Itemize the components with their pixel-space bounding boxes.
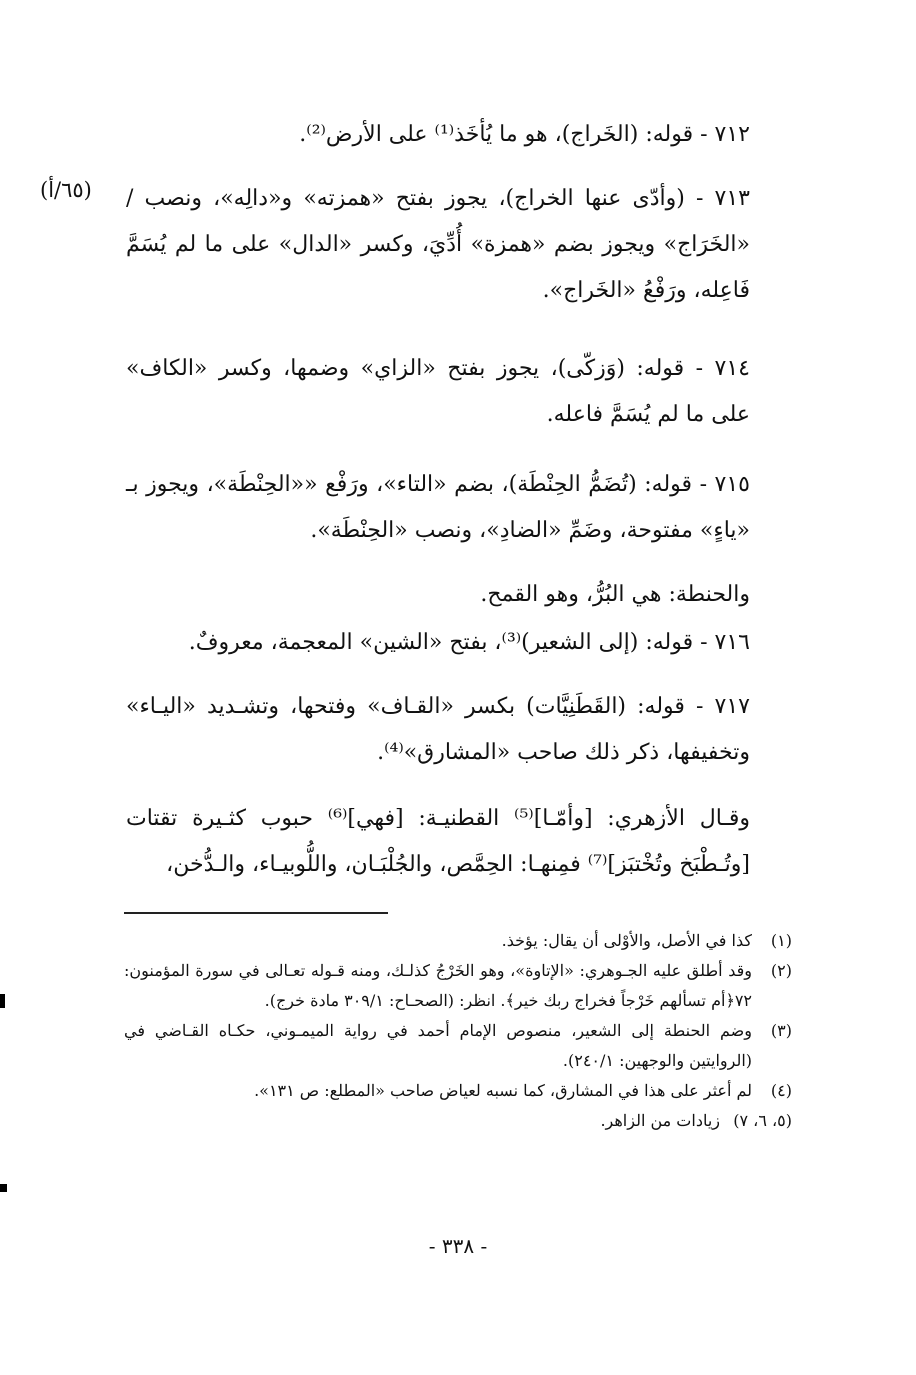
entry-716-text: ٧١٦ - قوله: (إلى الشعير)⁽³⁾، بفتح «الشين» المعجمة، معروفٌ. (188, 630, 750, 655)
entry-715 (126, 462, 786, 554)
footnote-number: (١) (770, 931, 792, 950)
footnote-text: كذا في الأصل، والأوْلى أن يقال: يؤخذ. (501, 931, 752, 950)
entry-712-text: ٧١٢ - قوله: (الخَراج)، هو ما يُأخَذ⁽¹⁾ على الأرض⁽²⁾. (299, 122, 750, 147)
footnote-number: (٥، ٦، ٧) (733, 1111, 792, 1130)
entry-712 (126, 112, 786, 158)
azhari-quote (126, 796, 786, 888)
footnote-number: (٢) (770, 961, 792, 980)
hintah-definition (126, 572, 786, 618)
marginal-folio-note: (٦٥/أ) (40, 178, 92, 202)
footnote-text: وضم الحنطة إلى الشعير، منصوص الإمام أحمد في رواية الميمـوني، حكـاه القـاضي في (الروايتين والوجهين: ٢٤٠/١). (124, 1021, 752, 1070)
footnote-separator (124, 912, 388, 914)
scan-edge-mark (0, 994, 5, 1008)
scan-edge-mark (0, 1184, 7, 1192)
entry-717 (126, 684, 786, 776)
entry-714-text: ٧١٤ - قوله: (وَزكّى)، يجوز بفتح «الزاي» وضمها، وكسر «الكاف» على ما لم يُسَمَّ فاعله. (126, 356, 750, 427)
azhari-quote-text: وقـال الأزهري: [وأمّـا]⁽⁵⁾ القطنيـة: [فهي]⁽⁶⁾ حبوب كثـيرة تقتات [وتُـطْبَخ وتُخْتبَز]⁽⁷⁾ فمِنهـا: الحِمَّص، والجُلْبَـان، واللُّوبيـاء، والـدُّخن، (126, 806, 751, 877)
footnote-text: وقد أطلق عليه الجـوهري: «الإتاوة»، وهو الخَرْجُ كذلـك، ومنه قـوله تعـالى في سورة المؤمنون: ٧٢﴿أم تسألهم خَرْجاً فخراج ربك خير﴾. انظر: (الصحـاح: ٣٠٩/١ مادة خرج). (124, 961, 752, 1010)
entry-713 (126, 176, 786, 314)
entry-713-text: ٧١٣ - (وأدّى عنها الخراج)، يجوز بفتح «همزته» و«دالِه»، ونصب / «الخَرَاج» ويجوز بضم «همزة» أُدِّيَ، وكسر «الدال» على ما لم يُسَمَّ فَاعِله، ورَفْعُ «الخَراج». (126, 186, 750, 303)
hintah-definition-text: والحنطة: هي البُرُّ، وهو القمح. (480, 582, 750, 607)
footnote-number: (٣) (770, 1021, 792, 1040)
entry-717-text: ٧١٧ - قوله: (القَطَنِيَّات) بكسر «القـاف» وفتحها، وتشـديد «اليـاء» وتخفيفها، ذكر ذلك صاحب «المشارق»⁽⁴⁾. (126, 694, 750, 765)
footnote-4 (124, 1076, 792, 1106)
page-number: - ٣٣٨ - (428, 1234, 488, 1258)
footnote-text: زيادات من الزاهر. (600, 1111, 720, 1130)
footnote-number: (٤) (770, 1081, 792, 1100)
entry-714 (126, 346, 786, 438)
entry-715-text: ٧١٥ - قوله: (تُضَمُّ الحِنْطَة)، بضم «التاء»، ورَفْع ««الحِنْطَة»، ويجوز بـ «ياءٍ» مفتوحة، وضَمِّ «الضادِ»، ونصب «الحِنْطَة». (126, 472, 750, 543)
footnote-text: لم أعثر على هذا في المشارق، كما نسبه لعياض صاحب «المطلع: ص ١٣١». (254, 1081, 752, 1100)
footnote-2 (124, 956, 792, 1016)
footnote-3 (124, 1016, 792, 1076)
entry-716 (126, 620, 786, 666)
footnote-5 (124, 1106, 792, 1136)
footnotes (124, 926, 792, 1136)
footnote-1 (124, 926, 792, 956)
